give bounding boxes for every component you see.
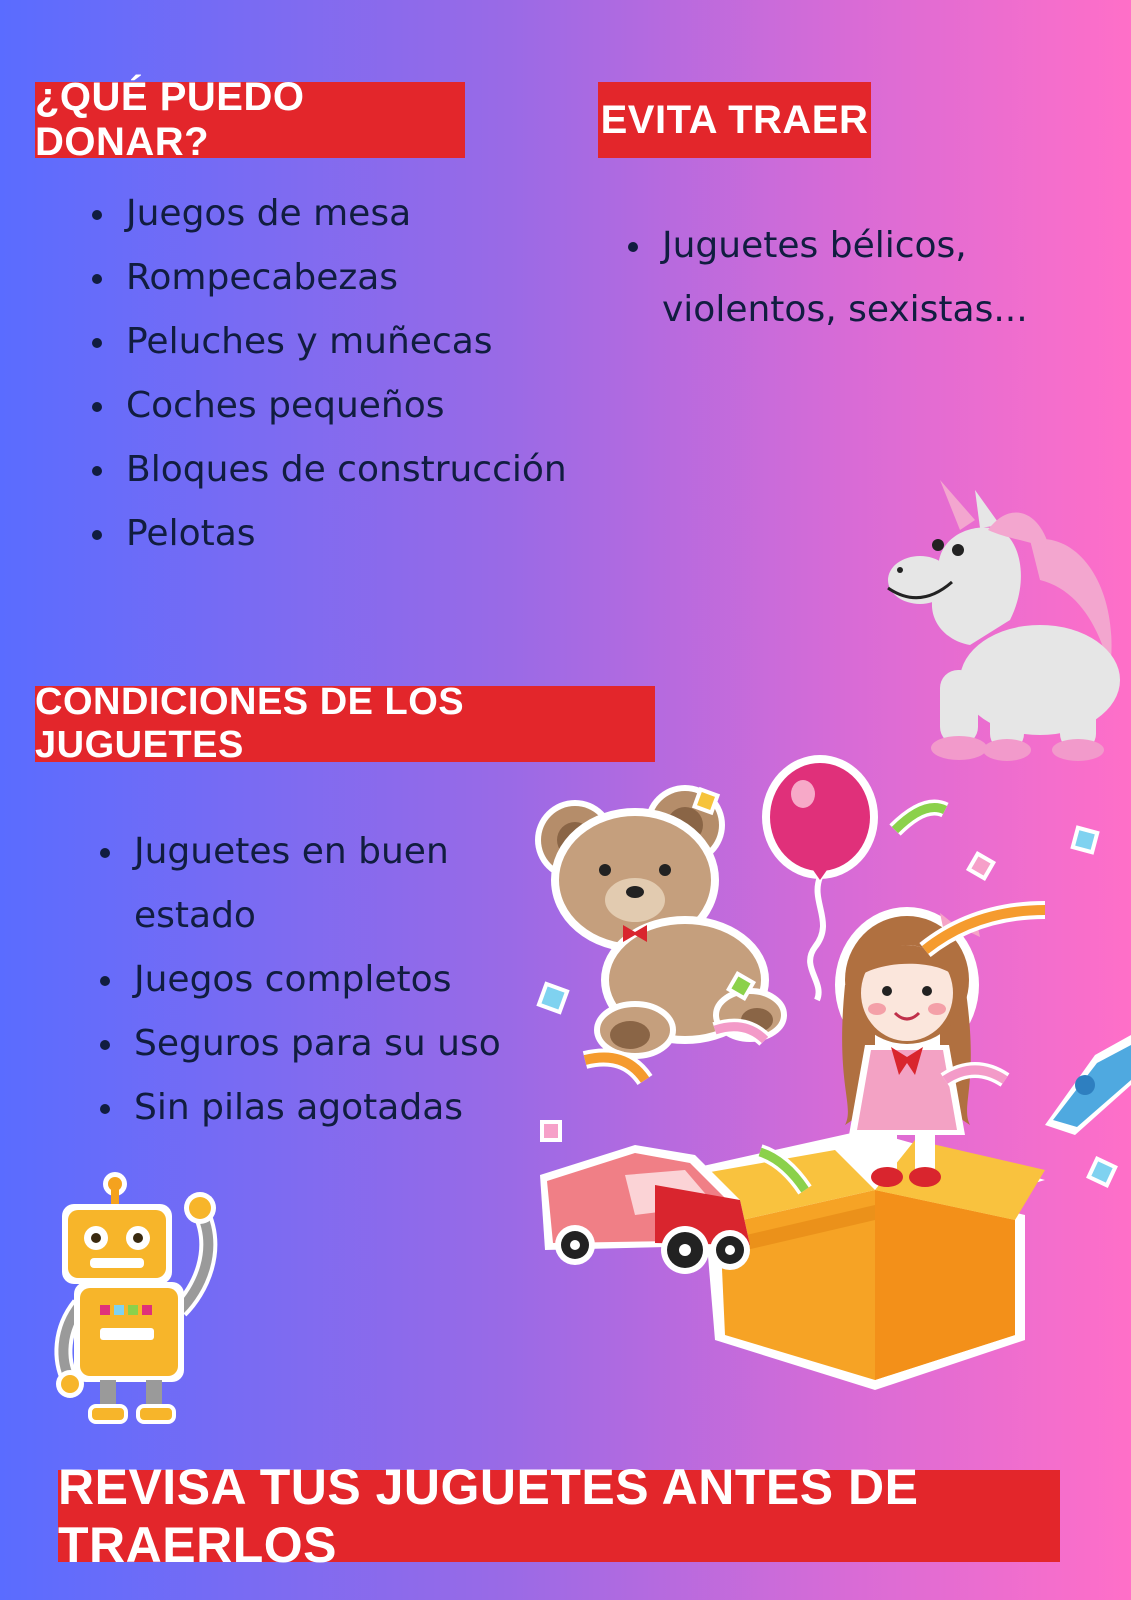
heading-que-puedo-donar: ¿QUÉ PUEDO DONAR?	[35, 82, 465, 158]
list-condiciones	[100, 820, 540, 1140]
list-donar	[92, 182, 567, 566]
list-item: Juguetes bélicos, violentos, sexistas...	[628, 214, 1048, 342]
list-item: Bloques de construcción	[92, 438, 567, 502]
heading-evita-traer: EVITA TRAER	[598, 82, 871, 158]
confetti	[525, 780, 1131, 1210]
list-item: Rompecabezas	[92, 246, 567, 310]
footer-banner: REVISA TUS JUGUETES ANTES DE TRAERLOS	[58, 1470, 1060, 1562]
list-item: Pelotas	[92, 502, 567, 566]
list-item: Juguetes en buen estado	[100, 820, 540, 948]
list-item: Sin pilas agotadas	[100, 1076, 540, 1140]
list-evita	[628, 214, 1048, 342]
list-item: Seguros para su uso	[100, 1012, 540, 1076]
heading-condiciones: CONDICIONES DE LOS JUGUETES	[35, 686, 655, 762]
list-item: Coches pequeños	[92, 374, 567, 438]
list-item: Juegos de mesa	[92, 182, 567, 246]
list-item: Peluches y muñecas	[92, 310, 567, 374]
list-item: Juegos completos	[100, 948, 540, 1012]
robot-illustration	[50, 1170, 230, 1430]
unicorn-illustration	[880, 470, 1120, 770]
